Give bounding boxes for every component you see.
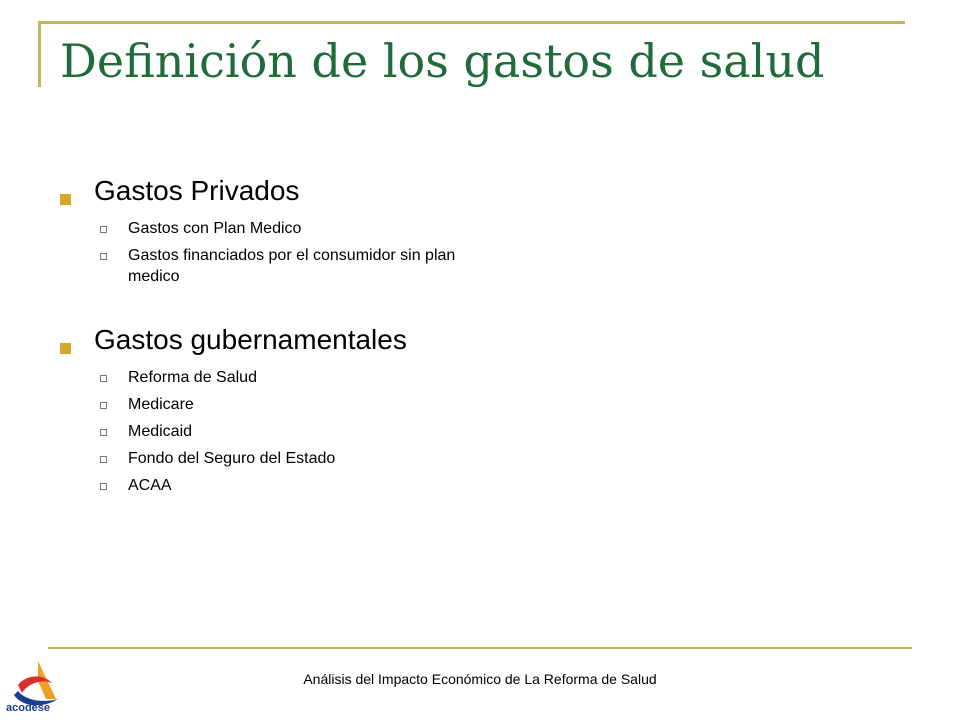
footer-divider	[48, 647, 912, 649]
bullet-level1	[60, 323, 580, 357]
list-item: Medicaid	[128, 423, 193, 440]
section-heading: Gastos gubernamentales	[94, 324, 407, 355]
list-item: Gastos con Plan Medico	[128, 220, 302, 237]
bullet-level2	[60, 448, 580, 469]
slide-content	[60, 174, 580, 496]
bullet-level2	[60, 475, 580, 496]
bullet-level2	[60, 394, 580, 415]
list-item: Gastos financiados por el consumidor sin plan medico	[128, 247, 456, 285]
section-heading: Gastos Privados	[94, 175, 300, 206]
bullet-level2	[60, 367, 580, 388]
list-item: ACAA	[128, 477, 172, 494]
footer-text: Análisis del Impacto Económico de La Reforma de Salud	[303, 671, 657, 687]
title-frame-right-line	[902, 21, 905, 24]
square-bullet-icon	[60, 343, 71, 354]
hollow-square-bullet-icon	[100, 429, 107, 436]
list-item: Medicare	[128, 396, 194, 413]
bullet-level1	[60, 174, 580, 208]
hollow-square-bullet-icon	[100, 253, 107, 260]
square-bullet-icon	[60, 194, 71, 205]
hollow-square-bullet-icon	[100, 456, 107, 463]
bullet-level2	[60, 218, 580, 239]
logo-wordmark: acodese	[6, 702, 51, 714]
title-frame-top-line	[40, 21, 904, 24]
list-item: Fondo del Seguro del Estado	[128, 450, 336, 467]
hollow-square-bullet-icon	[100, 402, 107, 409]
title-frame-left-line	[38, 21, 41, 87]
bullet-level2	[60, 421, 580, 442]
list-item: Reforma de Salud	[128, 369, 257, 386]
hollow-square-bullet-icon	[100, 375, 107, 382]
bullet-level2	[60, 245, 508, 287]
hollow-square-bullet-icon	[100, 226, 107, 233]
slide-title: Definición de los gastos de salud	[60, 34, 825, 88]
hollow-square-bullet-icon	[100, 483, 107, 490]
section-private-spending	[60, 174, 580, 287]
section-government-spending	[60, 323, 580, 496]
